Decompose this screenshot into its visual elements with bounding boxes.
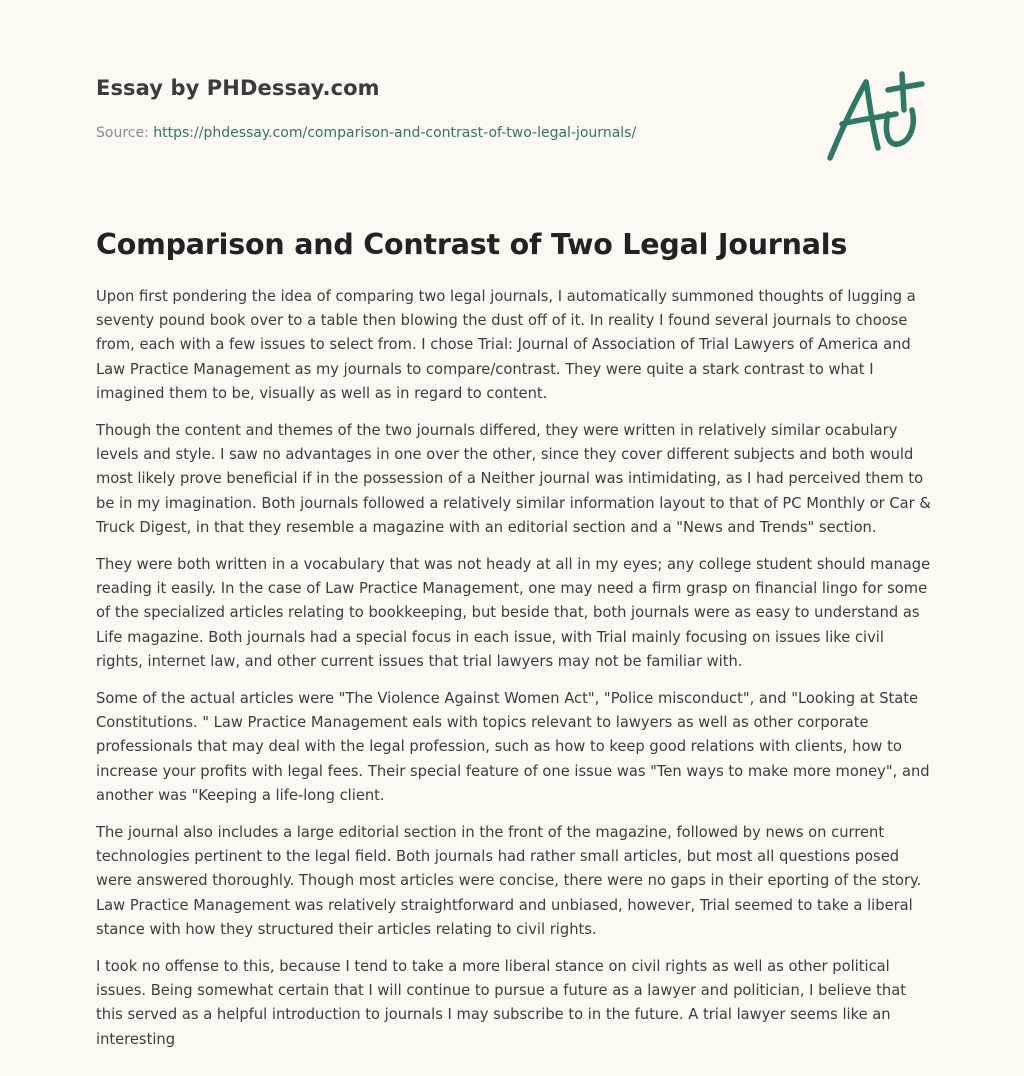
essay-paragraph-3: They were both written in a vocabulary that was not heady at all in my eyes; any college student should manage reading it easily. In the case of Law Practice Management, one may need a firm grasp on financial lingo for some of the specialized articles relating to bookkeeping, but beside that, both journals were as easy to understand as Life magazine. Both journals had a special focus in each issue, with Trial mainly focusing on issues like civil rights, internet law, and other current issues that trial lawyers may not be familiar with. [96,556,931,670]
essay-paragraph-6: I took no offense to this, because I tend to take a more liberal stance on civil rights as well as other political issues. Being somewhat certain that I will continue to pursue a future as a lawyer and politician, I believe that this served as a helpful introduction to journals I may subscribe to in the future. A trial lawyer seems like an interesting [96,958,906,1048]
essay-paragraph-1: Upon first pondering the idea of comparing two legal journals, I automatically summoned thoughts of lugging a seventy pound book over to a table then blowing the dust off of it. In reality I found several journals to choose from, each with a few issues to select from. I chose Trial: Journal of Association of Trial Lawyers of America and Law Practice Management as my journals to compare/contrast. They were quite a stark contrast to what I imagined them to be, visually as well as in regard to content. [96,288,916,402]
site-brand: Essay by PHDessay.com [96,76,380,100]
essay-paragraph-2: Though the content and themes of the two journals differed, they were written in relatively similar ocabulary levels and style. I saw no advantages in one over the other, since they cover different subjects and both would most likely prove beneficial if in the possession of a Neither journal was intimidating, as I had perceived them to be in my imagination. Both journals followed a relatively similar information layout to that of PC Monthly or Car & Truck Digest, in that they resemble a magazine with an editorial section and a "News and Trends" section. [96,422,931,536]
essay-paragraph-4: Some of the actual articles were "The Violence Against Women Act", "Police misconduct", and "Looking at State Constitutions. " Law Practice Management eals with topics relevant to lawyers as well as other corporate professionals that may deal with the legal profession, such as how to keep good relations with clients, how to increase your profits with legal fees. Their special feature of one issue was "Ten ways to make more money", and another was "Keeping a life-long client. [96,690,930,804]
essay-paragraph-5: The journal also includes a large editorial section in the front of the magazine, followed by news on current technologies pertinent to the legal field. Both journals had rather small articles, but most all questions posed were answered thoroughly. Though most articles were concise, there were no gaps in their eporting of the story. Law Practice Management was relatively straightforward and unbiased, however, Trial seemed to take a liberal stance with how they structured their articles relating to civil rights. [96,824,922,938]
page-header [96,0,928,170]
essay-body [96,285,932,1065]
a-plus-logo-icon [826,68,926,166]
essay-title: Comparison and Contrast of Two Legal Journals [96,228,848,261]
source-line [96,125,636,141]
source-link[interactable]: https://phdessay.com/comparison-and-contrast-of-two-legal-journals/ [153,125,637,141]
source-label: Source: [96,125,154,141]
